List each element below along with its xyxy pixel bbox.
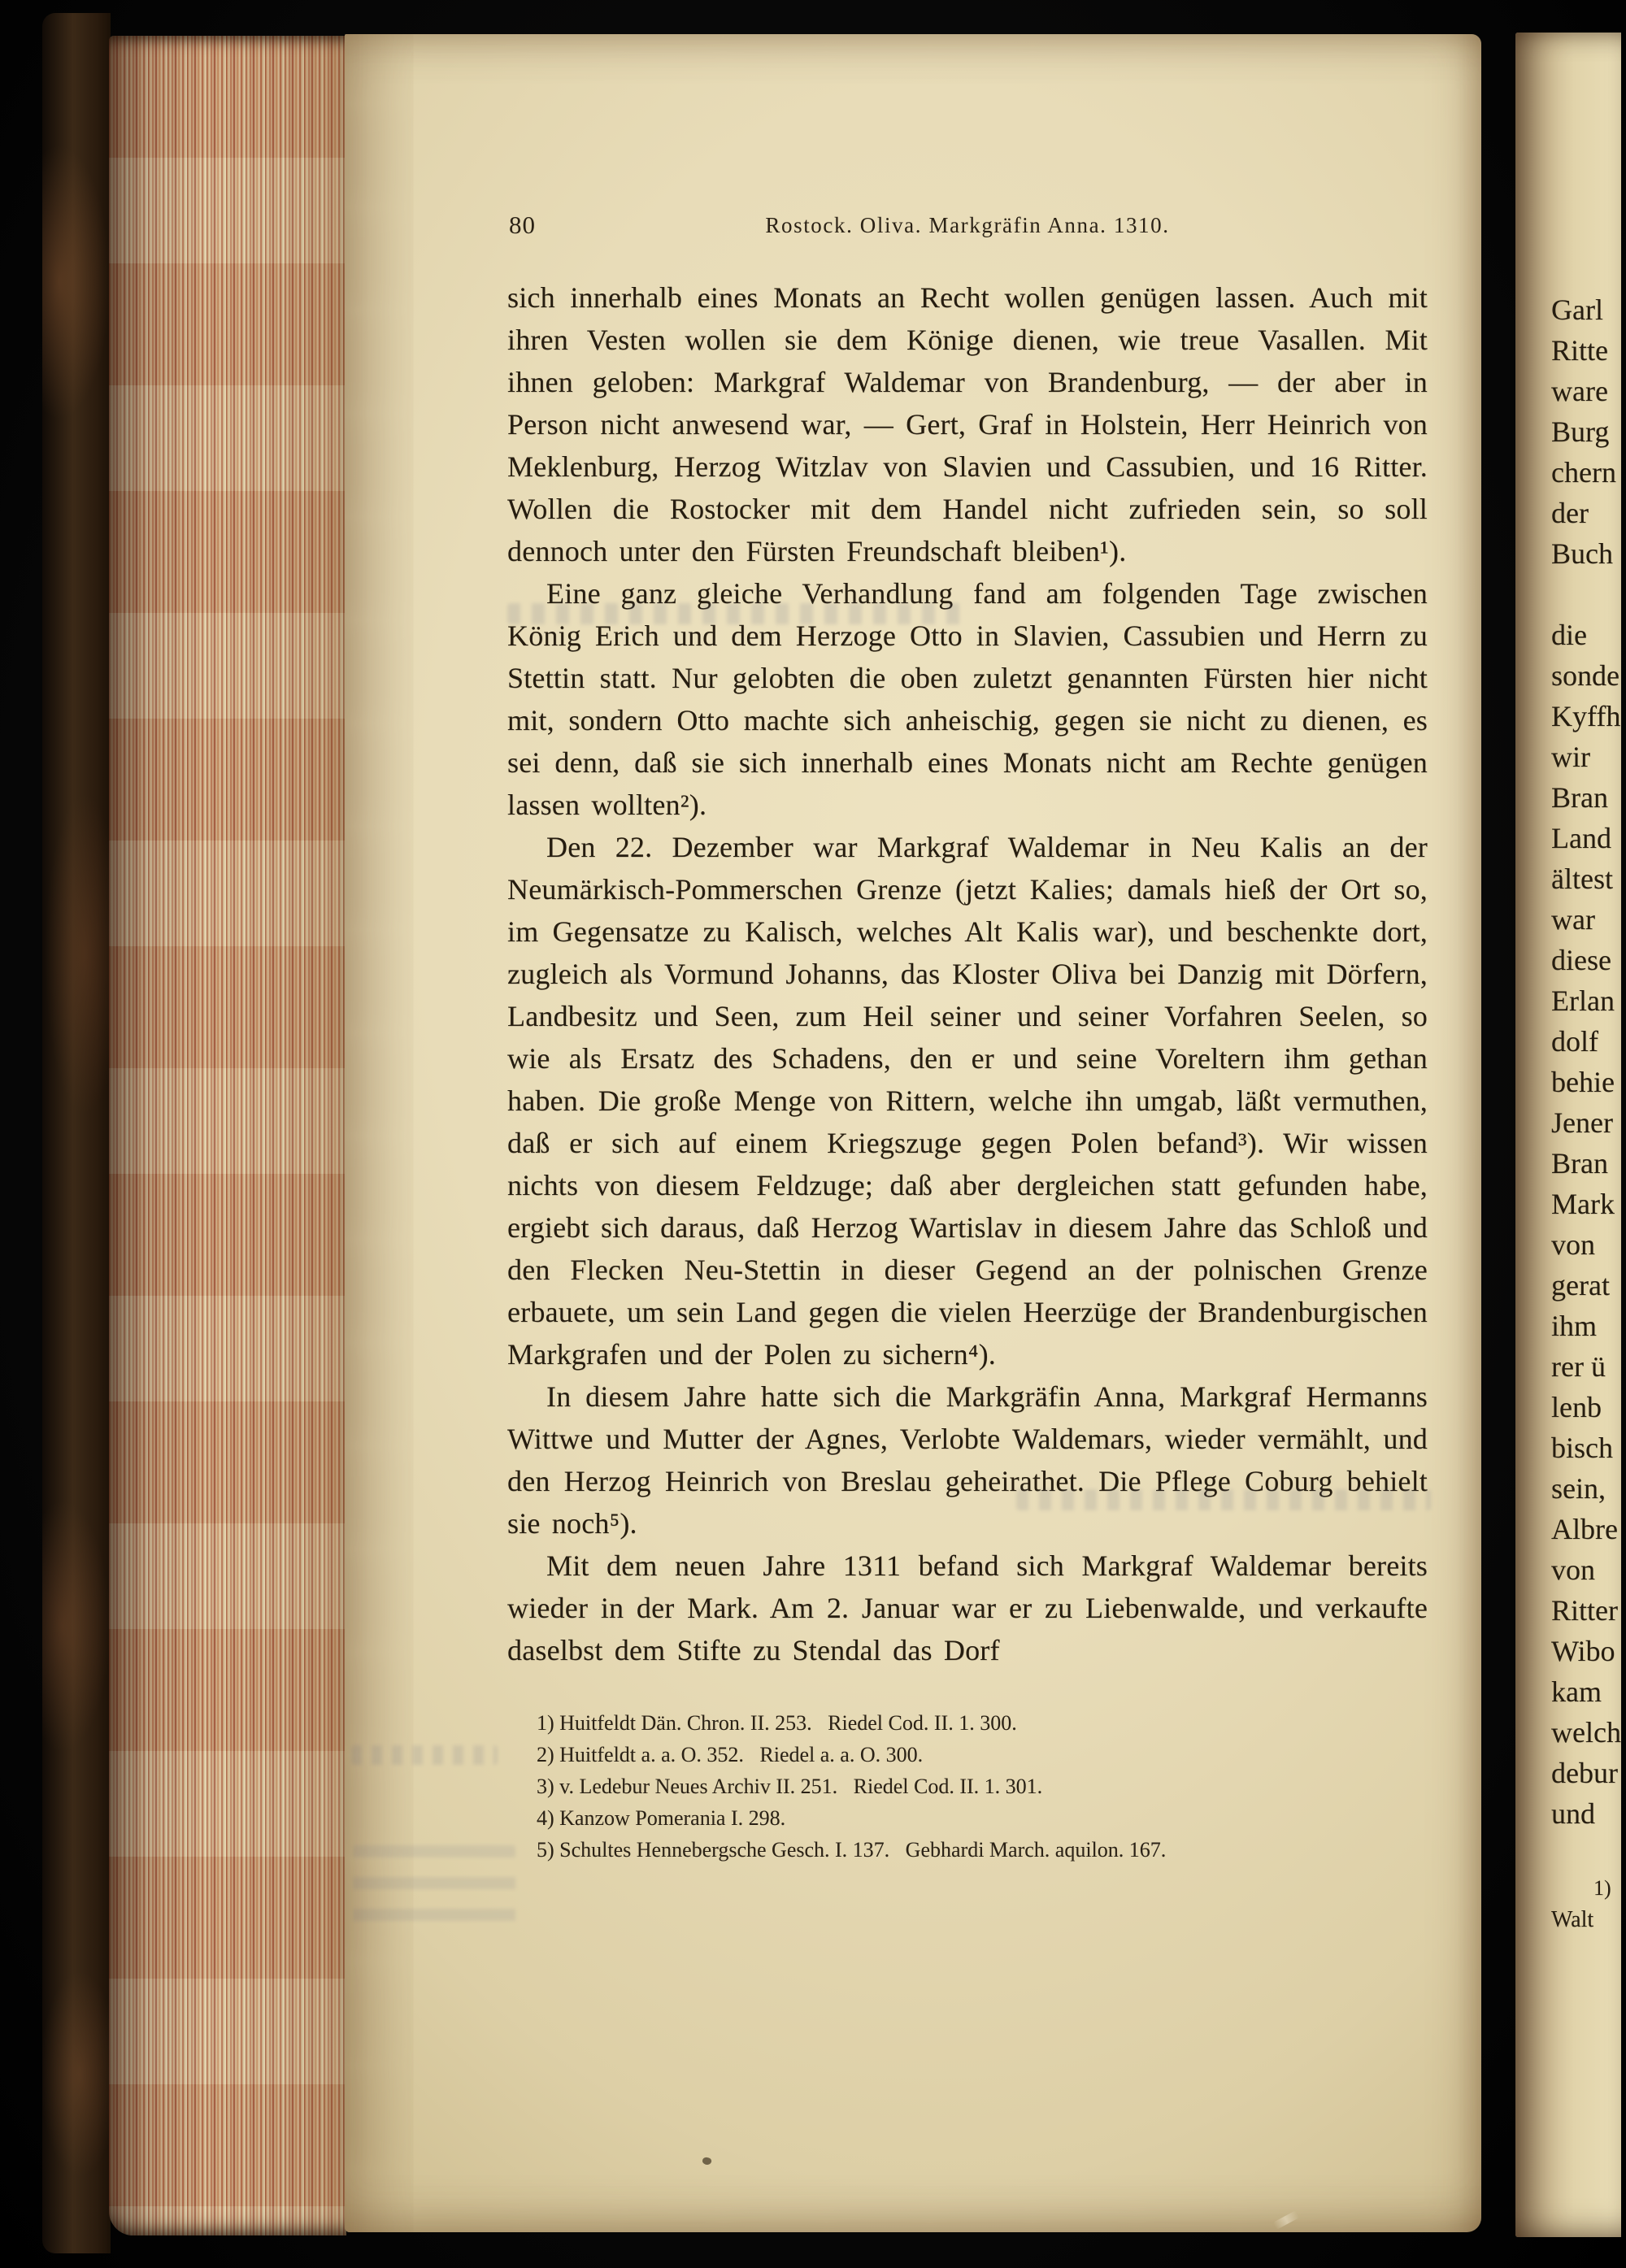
text-fragment: kam [1551,1675,1602,1708]
footnote: 5) Schultes Hennebergsche Gesch. I. 137. Gebhardi March. aquilon. 167. [537,1838,1167,1862]
paragraph: Den 22. Dezember war Markgraf Waldemar in Neu Kalis an der Neumärkisch-Pommerschen Grenze (jetzt Kalies; damals hieß der Ort so, im Gegensatze zu Kalisch, welches Alt Kalis war), und beschenkte dort, zugleich als Vormund Johanns, das Kloster Oliva bei Danzig mit Dörfern, Landbesitz und Seen, zum Heil seiner und seiner Vorfahren Seelen, so wie als Ersatz des Schadens, den er und seine Voreltern ihm gethan haben. Die große Menge von Rittern, welche ihn umgab, läßt vermuthen, daß er sich auf einem Kriegszuge gegen Polen befand³). Wir wissen nichts von diesem Feldzuge; daß aber dergleichen statt gefunden habe, ergiebt sich daraus, daß Herzog Wartislav in diesem Jahre das Schloß und den Flecken Neu-Stettin in dieser Gegend an der polnischen Grenze erbauete, um sein Land gegen die vielen Heerzüge der Brandenburgischen Markgrafen und der Polen zu sichern⁴). [507,831,1428,1371]
text-fragment: rer ü [1551,1350,1606,1383]
text-fragment: welch [1551,1716,1621,1749]
text-fragment: debur [1551,1757,1618,1789]
ink-speck [702,2157,712,2166]
text-fragment: Ritter [1551,1594,1618,1627]
text-fragment: die [1551,619,1587,651]
text-fragment: chern [1551,456,1616,489]
ink-bleed-through [353,1845,515,1935]
text-fragment: ware [1551,375,1608,407]
paragraph: Mit dem neuen Jahre 1311 befand sich Markgraf Waldemar bereits wieder in der Mark. Am 2. Januar war er zu Liebenwalde, und verkaufte daselbst dem Stifte zu Stendal das Dorf [507,1549,1428,1666]
text-fragment: dolf [1551,1025,1598,1058]
left-page [345,34,1481,2232]
text-fragment: diese [1551,944,1611,976]
text-fragment: Garl [1551,293,1603,326]
paragraph: In diesem Jahre hatte sich die Markgräfin Anna, Markgraf Hermanns Wittwe und Mutter der Agnes, Verlobte Waldemars, wieder vermählt, und den Herzog Heinrich von Breslau geheirathet. Die Pflege Coburg behielt sie noch⁵). [507,1380,1428,1540]
text-fragment: wir [1551,741,1590,773]
text-fragment: Albre [1551,1513,1618,1545]
text-fragment: Kyffh [1551,700,1621,732]
text-fragment: ältest [1551,862,1613,895]
text-fragment: war [1551,903,1595,936]
footnote: 1) Huitfeldt Dän. Chron. II. 253. Riedel Cod. II. 1. 300. [537,1711,1017,1735]
text-fragment: Ritte [1551,334,1608,367]
text-fragment: sein, [1551,1472,1606,1505]
text-fragment: sonde [1551,659,1619,692]
footnote: 2) Huitfeldt a. a. O. 352. Riedel a. a. O. 300. [537,1743,924,1766]
footnote: 3) v. Ledebur Neues Archiv II. 251. Riedel Cod. II. 1. 301. [537,1775,1043,1798]
text-fragment: der [1551,497,1589,529]
text-fragment: lenb [1551,1391,1602,1423]
text-fragment: Walt [1551,1907,1594,1932]
text-fragment: und [1551,1797,1595,1830]
text-fragment: ihm [1551,1310,1598,1342]
text-fragment: Buch [1551,537,1613,570]
text-fragment: Burg [1551,415,1610,448]
text-fragment: Erlan [1551,984,1615,1017]
text-fragment: Land [1551,822,1611,854]
text-fragment: Wibo [1551,1635,1615,1667]
text-fragment: 1) [1593,1876,1611,1900]
right-page-sliver [1515,33,1621,2237]
text-fragment: behie [1551,1066,1615,1098]
ink-bleed-through [351,1745,498,1765]
text-column [507,276,1428,1866]
text-fragment: bisch [1551,1432,1613,1464]
page-header [507,206,1428,245]
running-head: Rostock. Oliva. Markgräfin Anna. 1310. [765,213,1170,237]
text-fragment: gerat [1551,1269,1610,1301]
paragraph: sich innerhalb eines Monats an Recht wollen genügen lassen. Auch mit ihren Vesten wollen sie dem Könige dienen, wie treue Vasallen. Mit ihnen geloben: Markgraf Waldemar von Brandenburg, — der aber in Person nicht anwesend war, — Gert, Graf in Holstein, Herr Heinrich von Meklenburg, Herzog Witzlav von Slavien und Cassubien, und 16 Ritter. Wollen die Rostocker mit dem Handel nicht zufrieden sein, so soll dennoch unter den Fürsten Freundschaft bleiben¹). [507,281,1428,567]
text-fragment: von [1551,1228,1595,1261]
paragraph: Eine ganz gleiche Verhandlung fand am folgenden Tage zwischen König Erich und dem Herzoge Otto in Slavien, Cassubien und Herrn zu Stettin statt. Nur gelobten die oben zuletzt genannten Fürsten hier nicht mit, sondern Otto machte sich anheischig, gegen sie nicht zu dienen, es sei denn, daß sie sich innerhalb eines Monats nicht am Rechte genügen lassen wollten²). [507,577,1428,821]
text-fragment: Mark [1551,1188,1615,1220]
page-edges-stack [109,36,346,2235]
body-text [507,276,1428,1671]
text-fragment: Bran [1551,1147,1608,1180]
page-number: 80 [509,211,536,239]
footnote: 4) Kanzow Pomerania I. 298. [537,1806,786,1830]
right-page-text-fragments [1515,289,1621,1936]
book-cover-spine [42,13,111,2253]
footnotes [507,1707,1428,1866]
text-fragment: von [1551,1553,1595,1586]
text-fragment: Bran [1551,781,1608,814]
text-fragment: Jener [1551,1106,1613,1139]
